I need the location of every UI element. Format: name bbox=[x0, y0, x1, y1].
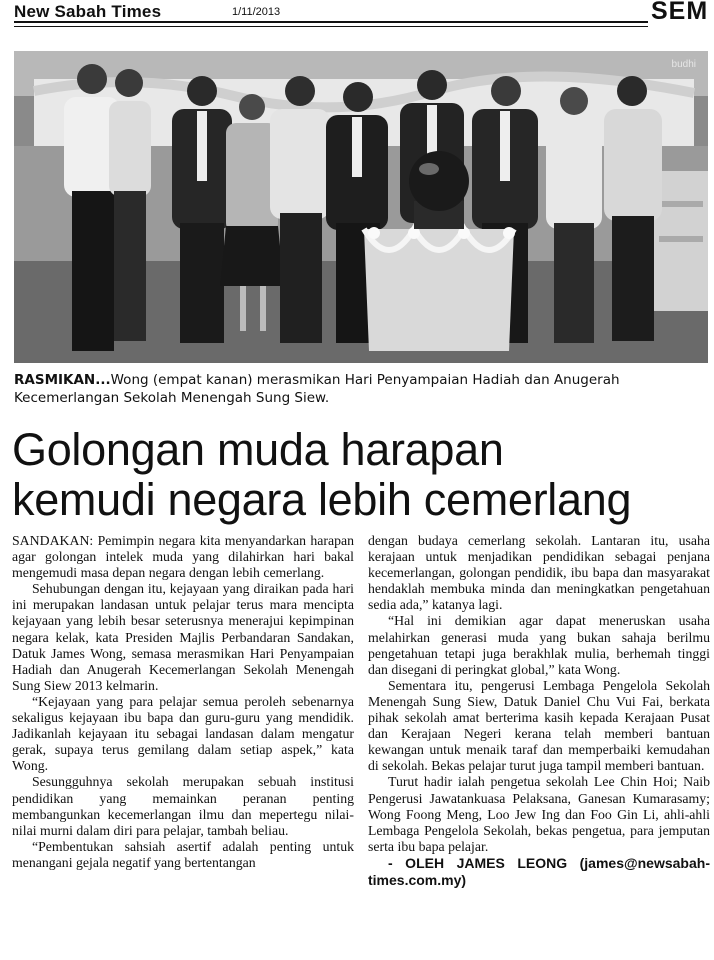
article-paragraph: “Hal ini demikian agar dapat meneruskan usaha melahirkan generasi muda yang bukan sahaja berilmu pengetahuan tetapi juga berakhlak mulia, berhemah tinggi dan disegani di peringkat global,” kata Wong. bbox=[368, 613, 710, 677]
caption-lead: RASMIKAN... bbox=[14, 372, 111, 388]
caption-text: Wong (empat kanan) merasmikan Hari Penyampaian Hadiah dan Anugerah Kecemerlangan Sekolah Menengah Sung Siew. bbox=[14, 372, 620, 406]
article-paragraph: “Pembentukan sahsiah asertif adalah penting untuk menangani gejala negatif yang bertentangan bbox=[12, 838, 354, 870]
article-paragraph: Sesungguhnya sekolah merupakan sebuah institusi pendidikan yang memainkan peranan penting membangunkan kecemerlangan ilmu dan mepertegu nilai-nilai murni dalam diri para pelajar, tambah beliau. bbox=[12, 774, 354, 838]
masthead-rule-thin bbox=[14, 26, 648, 27]
photo-credit: budhi bbox=[671, 59, 696, 70]
article-paragraph: dengan budaya cemerlang sekolah. Lantaran itu, usaha kerajaan untuk menjadikan pendidikan sebagai penjana kecemerlangan, golongan pendidik, ibu bapa dan masyarakat hendaklah membuka minda dan meningkatkan pengetahuan sedia ada,” katanya lagi. bbox=[368, 533, 710, 613]
person-3 bbox=[172, 76, 232, 343]
masthead bbox=[0, 0, 714, 30]
person-9 bbox=[546, 87, 602, 343]
article-column-left bbox=[12, 533, 354, 871]
article-paragraph: “Kejayaan yang para pelajar semua peroleh sebenarnya sekaligus kejayaan ibu bapa dan guru-guru yang mendidik. Jadikanlah kejayaan itu sebagai landasan dalam mengatur gerak, supaya terus gemilang dalam setiap aspek,” kata Wong. bbox=[12, 693, 354, 774]
article-byline: - OLEH JAMES LEONG (james@newsabah-times.com.my) bbox=[368, 854, 710, 888]
masthead-rule-thick bbox=[14, 21, 648, 23]
person-10 bbox=[604, 76, 662, 341]
article-headline bbox=[12, 425, 712, 525]
headline-line-2: kemudi negara lebih cemerlang bbox=[12, 474, 632, 525]
publication-date: 1/11/2013 bbox=[232, 6, 281, 18]
newspaper-name: New Sabah Times bbox=[14, 2, 162, 21]
section-label: SEM bbox=[651, 0, 709, 25]
headline-line-1: Golongan muda harapan bbox=[12, 424, 504, 475]
photo-caption bbox=[14, 371, 708, 407]
article-paragraph: Turut hadir ialah pengetua sekolah Lee Chin Hoi; Naib Pengerusi Jawatankuasa Pelaksana, Ganesan Kumarasamy; Wong Foong Meng, Loo Jew Ing dan Foo Gin Li, ahli-ahli Lembaga Pengelola Sekolah, bekas pengetua, para jemputan serta ibu bapa pelajar. bbox=[368, 774, 710, 854]
article-paragraph: SANDAKAN: Pemimpin negara kita menyandarkan harapan agar golongan intelek muda yang dilahirkan hari bakal mengemudi masa depan negara dengan lebih cemerlang. bbox=[12, 533, 354, 581]
article-paragraph: Sementara itu, pengerusi Lembaga Pengelola Sekolah Menengah Sung Siew, Datuk Daniel Chu Vui Fai, berkata pihak sekolah amat berterima kasih kepada Kerajaan Pusat dan Kerajaan Negeri kerana telah memberi bantuan kewangan untuk menaik taraf dan memperbaiki kemudahan di sekolah. Bekas pelajar turut juga tampil memberi bantuan. bbox=[368, 677, 710, 774]
news-photo bbox=[14, 51, 708, 363]
person-2 bbox=[109, 69, 151, 341]
article-paragraph: Sehubungan dengan itu, kejayaan yang diraikan pada hari ini merupakan landasan untuk pelajar terus mara mencipta kejayaan yang lebih besar seterusnya menerajui kepimpinan negara kelak, kata Presiden Majlis Perbandaran Sandakan, Datuk James Wong, semasa merasmikan Hari Penyampaian Hadiah dan Anugerah Kecemerlangan Sekolah Menengah Sung Siew 2013 kelmarin. bbox=[12, 581, 354, 693]
ceremony-photo-illustration bbox=[14, 51, 708, 363]
article-column-right bbox=[368, 533, 710, 889]
